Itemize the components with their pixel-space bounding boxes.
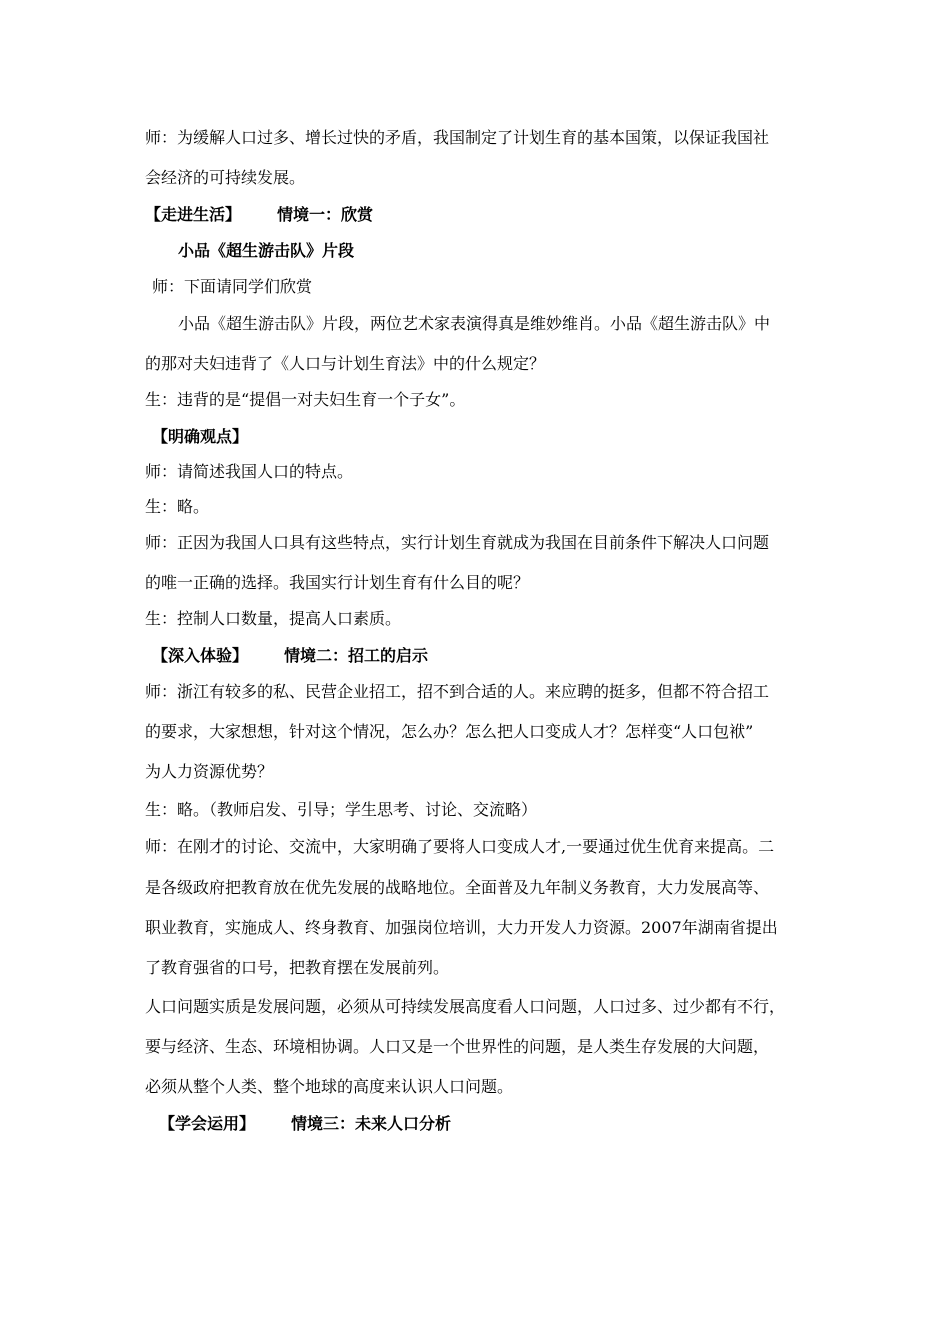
paragraph-line: 小品《超生游击队》片段，两位艺术家表演得真是维妙维肖。小品《超生游击队》中 bbox=[178, 314, 771, 333]
paragraph-line: 会经济的可持续发展。 bbox=[145, 168, 306, 187]
section-heading bbox=[145, 205, 373, 225]
paragraph-line: 师：在刚才的讨论、交流中，大家明确了要将人口变成人才,一要通过优生优育来提高。二 bbox=[145, 837, 775, 856]
paragraph-line: 生：略。（教师启发、引导；学生思考、讨论、交流略） bbox=[145, 800, 538, 819]
paragraph-line: 人口问题实质是发展问题，必须从可持续发展高度看人口问题，人口过多、过少都有不行， bbox=[145, 997, 786, 1016]
paragraph-line: 职业教育，实施成人、终身教育、加强岗位培训，大力开发人力资源。2007年湖南省提出 bbox=[145, 918, 778, 937]
section-scenario: 情境三：未来人口分析 bbox=[291, 1114, 452, 1133]
section-label: 【走进生活】 bbox=[145, 205, 242, 224]
paragraph-line: 的唯一正确的选择。我国实行计划生育有什么目的呢？ bbox=[145, 573, 530, 592]
paragraph-line: 生：略。 bbox=[145, 497, 210, 516]
paragraph-line: 师：正因为我国人口具有这些特点，实行计划生育就成为我国在目前条件下解决人口问题 bbox=[145, 533, 770, 552]
paragraph-line: 师：下面请同学们欣赏 bbox=[152, 277, 313, 296]
paragraph-line: 为人力资源优势？ bbox=[145, 762, 274, 781]
sub-heading: 小品《超生游击队》片段 bbox=[178, 241, 355, 260]
paragraph-line: 要与经济、生态、环境相协调。人口又是一个世界性的问题，是人类生存发展的大问题， bbox=[145, 1037, 770, 1056]
paragraph-line: 生：控制人口数量，提高人口素质。 bbox=[145, 609, 402, 628]
paragraph-line: 是各级政府把教育放在优先发展的战略地位。全面普及九年制义务教育，大力发展高等、 bbox=[145, 878, 770, 897]
paragraph-line: 的那对夫妇违背了《人口与计划生育法》中的什么规定？ bbox=[145, 354, 546, 373]
paragraph-line: 师：为缓解人口过多、增长过快的矛盾，我国制定了计划生育的基本国策，以保证我国社 bbox=[145, 128, 770, 147]
paragraph-line: 生：违背的是“提倡一对夫妇生育一个子女”。 bbox=[145, 390, 466, 409]
section-scenario: 情境一：欣赏 bbox=[277, 205, 374, 224]
paragraph-line: 了教育强省的口号，把教育摆在发展前列。 bbox=[145, 958, 450, 977]
section-scenario: 情境二：招工的启示 bbox=[284, 646, 429, 665]
section-label: 【学会运用】 bbox=[159, 1114, 256, 1133]
paragraph-line: 必须从整个人类、整个地球的高度来认识人口问题。 bbox=[145, 1077, 514, 1096]
section-heading bbox=[152, 646, 428, 666]
paragraph-line: 师：请简述我国人口的特点。 bbox=[145, 462, 354, 481]
paragraph-line: 师：浙江有较多的私、民营企业招工，招不到合适的人。来应聘的挺多，但都不符合招工 bbox=[145, 682, 770, 701]
paragraph-line: 的要求，大家想想，针对这个情况，怎么办？怎么把人口变成人才？怎样变“人口包袱” bbox=[145, 722, 754, 741]
section-heading bbox=[159, 1114, 451, 1134]
section-heading: 【明确观点】 bbox=[152, 427, 249, 446]
section-label: 【深入体验】 bbox=[152, 646, 249, 665]
